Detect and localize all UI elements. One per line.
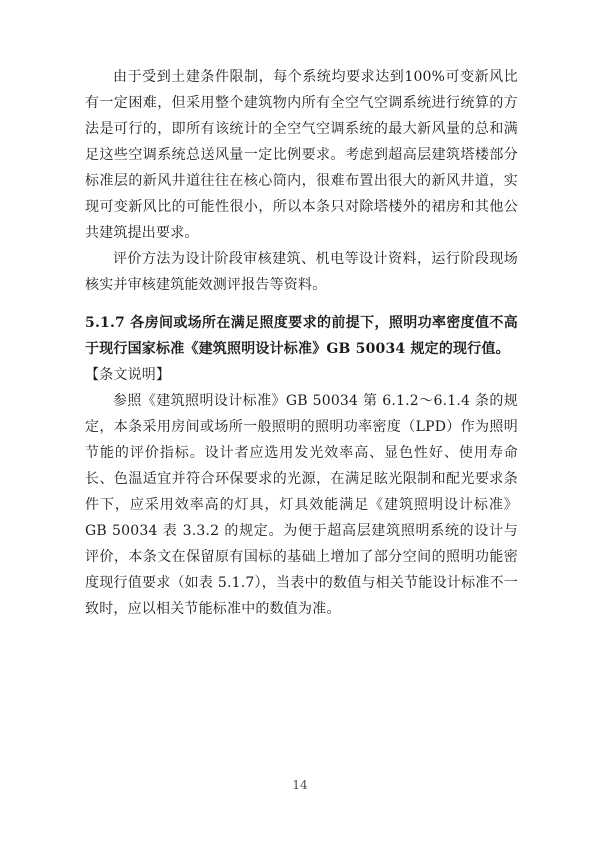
page-content xyxy=(85,64,518,622)
paragraph-hvac-explanation-1: 由于受到土建条件限制，每个系统均要求达到100%可变新风比有一定困难，但采用整个建筑物内所有全空气空调系统进行统算的方法是可行的，即所有该统计的全空气空调系统的最大新风量的总和满足这些空调系统总送风量一定比例要求。考虑到超高层建筑塔楼部分标准层的新风井道往往在核心筒内，很难布置出很大的新风井道，实现可变新风比的可能性很小，所以本条只对除塔楼外的裙房和其他公共建筑提出要求。 xyxy=(85,69,518,241)
clause-5-1-7-heading: 5.1.7 各房间或场所在满足照度要求的前提下，照明功率密度值不高于现行国家标准《建筑照明设计标准》GB 50034 规定的现行值。 xyxy=(85,315,518,357)
paragraph-hvac-evaluation-method: 评价方法为设计阶段审核建筑、机电等设计资料，运行阶段现场核实并审核建筑能效测评报告等资料。 xyxy=(85,251,518,293)
clause-5-1-7-commentary: 参照《建筑照明设计标准》GB 50034 第 6.1.2～6.1.4 条的规定，本条采用房间或场所一般照明的照明功率密度（LPD）作为照明节能的评价指标。设计者应选用发光效率高、显色性好、使用寿命长、色温适宜并符合环保要求的光源，在满足眩光限制和配光要求条件下，应采用效率高的灯具，灯具效能满足《建筑照明设计标准》GB 50034 表 3.3.2 的规定。为便于超高层建筑照明系统的设计与评价，本条文在保留原有国标的基础上增加了部分空间的照明功能密度现行值要求（如表 5.1.7），当表中的数值与相关节能设计标准不一致时，应以相关节能标准中的数值为准。 xyxy=(85,393,518,617)
page-number: 14 xyxy=(292,778,308,792)
commentary-label: 【条文说明】 xyxy=(85,367,171,383)
